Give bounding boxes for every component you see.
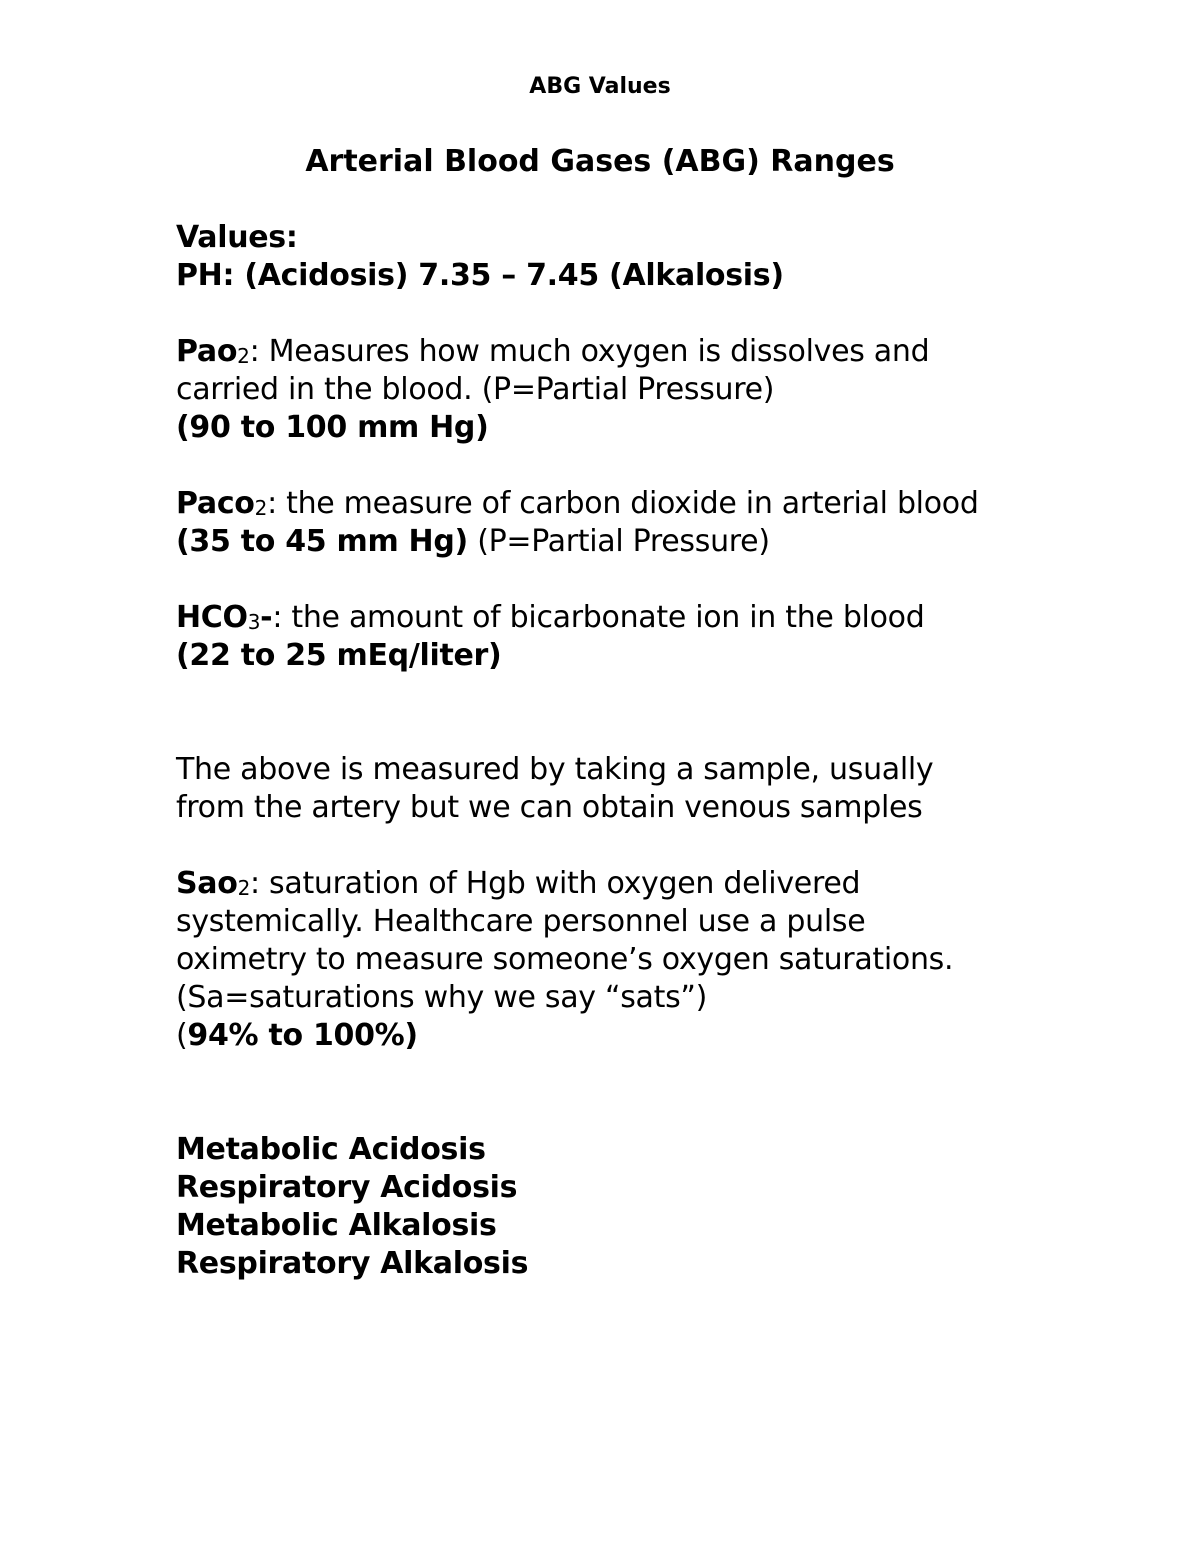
- sao2-term: Sao: [176, 866, 238, 901]
- paco2-subscript: 2: [254, 496, 268, 520]
- pao2-definition-cont: carried in the blood. (P=Partial Pressure): [176, 372, 775, 407]
- paco2-definition: Paco2: the measure of carbon dioxide in arterial blood: [176, 486, 979, 521]
- sample-note-line-1: The above is measured by taking a sample, usually: [176, 752, 934, 787]
- sao2-definition-cont-3: (Sa=saturations why we say “sats”): [176, 980, 708, 1015]
- disorder-item: Metabolic Acidosis: [176, 1132, 486, 1167]
- sao2-definition-cont-1: systemically. Healthcare personnel use a pulse: [176, 904, 866, 939]
- sao2-definition: Sao2: saturation of Hgb with oxygen delivered: [176, 866, 861, 901]
- values-heading: Values:: [176, 220, 298, 255]
- paco2-term: Paco: [176, 486, 255, 521]
- paco2-range: (35 to 45 mm Hg) (P=Partial Pressure): [176, 524, 770, 559]
- ph-range: PH: (Acidosis) 7.35 – 7.45 (Alkalosis): [176, 258, 784, 293]
- hco3-subscript: 3: [247, 610, 261, 634]
- disorder-item: Respiratory Alkalosis: [176, 1246, 529, 1281]
- hco3-range: (22 to 25 mEq/liter): [176, 638, 502, 673]
- pao2-definition: Pao2: Measures how much oxygen is dissolves and: [176, 334, 930, 369]
- hco3-definition: HCO3-: the amount of bicarbonate ion in the blood: [176, 600, 925, 635]
- sample-note-line-2: from the artery but we can obtain venous samples: [176, 790, 923, 825]
- page-header: ABG Values: [529, 74, 671, 99]
- sao2-range: (94% to 100%): [176, 1018, 418, 1053]
- disorder-item: Respiratory Acidosis: [176, 1170, 518, 1205]
- pao2-term: Pao: [176, 334, 238, 369]
- page-title: Arterial Blood Gases (ABG) Ranges: [305, 144, 895, 179]
- disorder-item: Metabolic Alkalosis: [176, 1208, 497, 1243]
- sao2-subscript: 2: [237, 876, 250, 900]
- document-body: [176, 219, 1136, 1283]
- pao2-subscript: 2: [237, 344, 250, 368]
- hco3-term: HCO: [176, 600, 248, 635]
- sao2-definition-cont-2: oximetry to measure someone’s oxygen saturations.: [176, 942, 954, 977]
- pao2-range: (90 to 100 mm Hg): [176, 410, 489, 445]
